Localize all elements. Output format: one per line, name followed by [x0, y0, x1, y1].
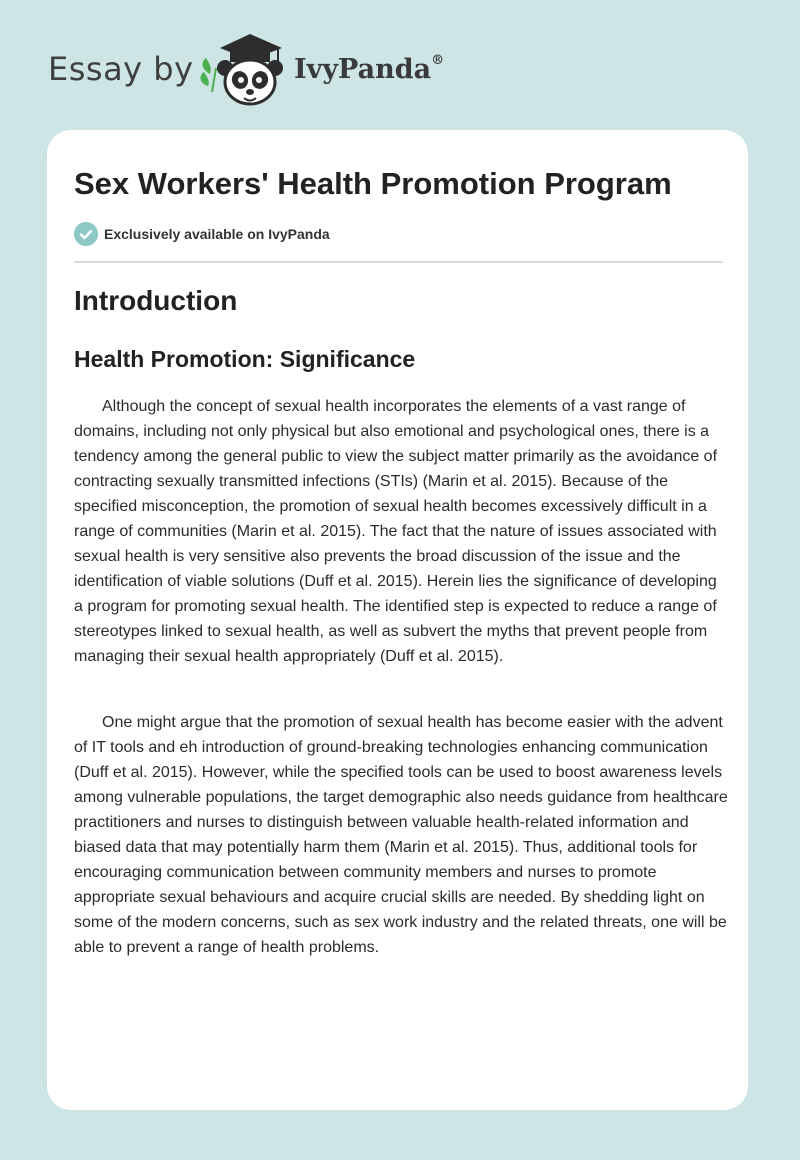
check-circle-icon: [74, 222, 98, 246]
paragraph: Although the concept of sexual health incorporates the elements of a vast range of domains, including not only physical but also emotional and psychological ones, there is a tendency among the general public to view the subject matter primarily as the avoidance of contracting sexually transmitted infections (STIs) (Marin et al. 2015). Because of the specified misconception, the promotion of sexual health becomes excessively difficult in a range of communities (Marin et al. 2015). The fact that the nature of issues associated with sexual health is very sensitive also prevents the broad discussion of the issue and the identification of viable solutions (Duff et al. 2015). Herein lies the significance of developing a program for promoting sexual health. The identified step is expected to reduce a range of stereotypes linked to sexual health, as well as subvert the myths that prevent people from managing their sexual health appropriately (Duff et al. 2015).: [74, 398, 718, 665]
panda-graduate-icon[interactable]: [198, 30, 290, 110]
site-header: [48, 30, 508, 110]
registered-mark: ®: [431, 53, 445, 68]
paragraph: One might argue that the promotion of sexual health has become easier with the advent of IT tools and eh introduction of ground-breaking technologies enhancing communication (Duff et al. 2015). However, while the specified tools can be used to boost awareness levels among vulnerable populations, the target demographic also needs guidance from healthcare practitioners and nurses to distinguish between valuable health-related information and biased data that may potentially harm them (Marin et al. 2015). Thus, additional tools for encouraging communication between community members and nurses to promote appropriate sexual behaviours and acquire crucial skills are needed. By shedding light on some of the modern concerns, such as sex work industry and the related threats, one will be able to prevent a range of health problems.: [74, 714, 728, 956]
exclusive-badge: [74, 222, 330, 246]
brand-prefix: Essay by: [48, 50, 194, 88]
exclusive-label: Exclusively available on IvyPanda: [104, 226, 330, 242]
subsection-heading: Health Promotion: Significance: [74, 346, 416, 372]
page-title: Sex Workers' Health Promotion Program: [74, 166, 672, 201]
brand-name[interactable]: IvyPanda®: [294, 53, 445, 85]
divider: [74, 261, 723, 263]
article-card: [47, 130, 748, 1110]
section-heading: Introduction: [74, 285, 238, 316]
